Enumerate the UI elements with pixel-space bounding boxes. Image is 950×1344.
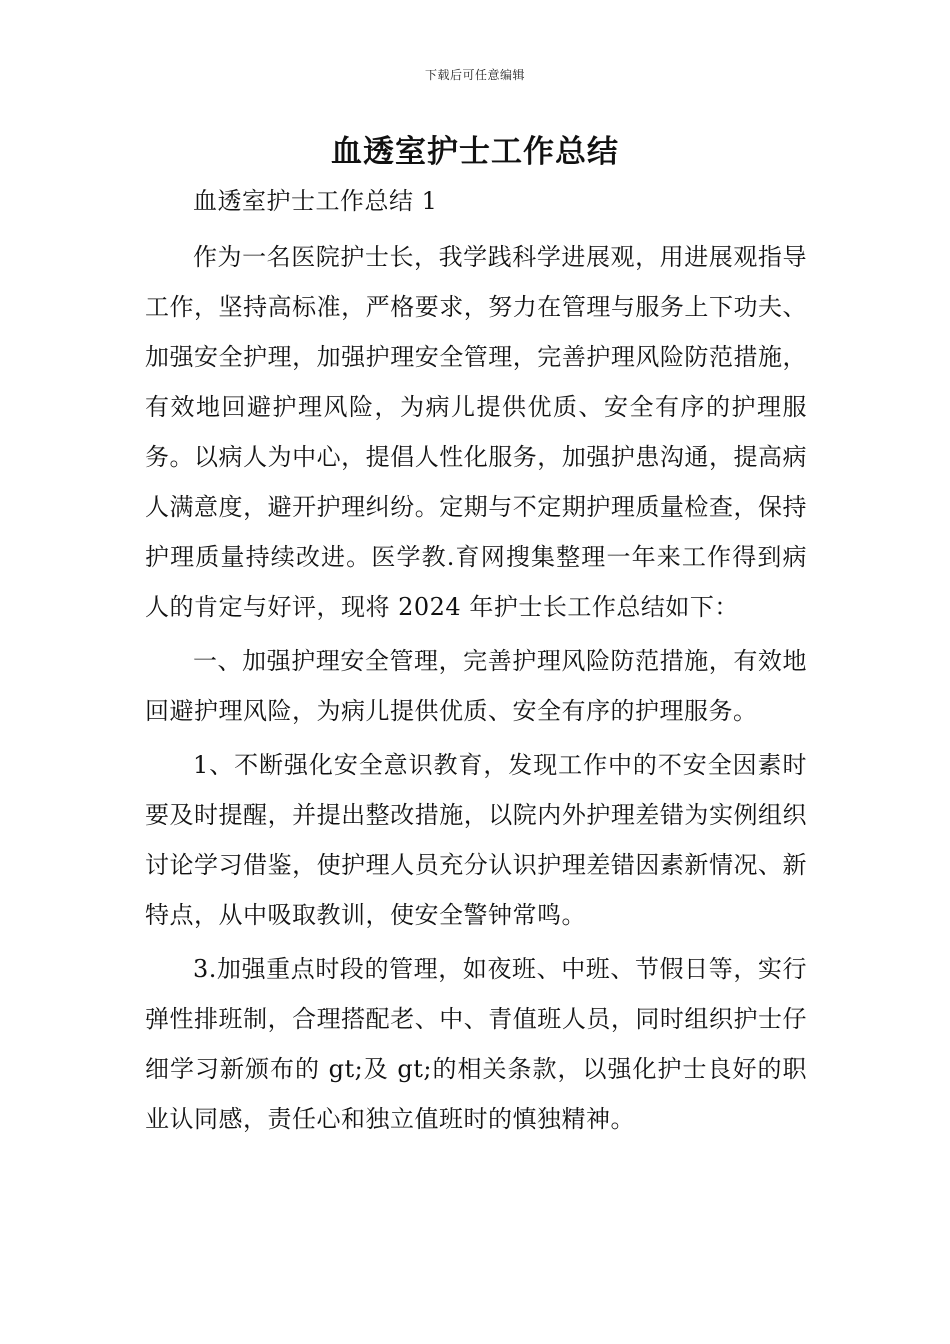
paragraph-section-one: 一、加强护理安全管理，完善护理风险防范措施，有效地回避护理风险，为病儿提供优质、安全有序的护理服务。 (145, 647, 807, 725)
paragraph-item-one: 1、不断强化安全意识教育，发现工作中的不安全因素时要及时提醒，并提出整改措施，以院内外护理差错为实例组织讨论学习借鉴，使护理人员充分认识护理差错因素新情况、新特点，从中吸取教训，使安全警钟常鸣。 (145, 751, 807, 929)
paragraph-item-three: 3.加强重点时段的管理，如夜班、中班、节假日等，实行弹性排班制，合理搭配老、中、青值班人员，同时组织护士仔细学习新颁布的 gt;及 gt;的相关条款，以强化护士良好的职业认同感，责任心和独立值班时的慎独精神。 (145, 955, 807, 1133)
document-title: 血透室护士工作总结 (331, 134, 619, 170)
document-body (145, 176, 807, 1144)
header-note: 下载后可任意编辑 (424, 68, 525, 82)
document-subtitle: 血透室护士工作总结 1 (193, 187, 438, 215)
paragraph-intro: 作为一名医院护士长，我学践科学进展观，用进展观指导工作，坚持高标准，严格要求，努力在管理与服务上下功夫、加强安全护理，加强护理安全管理，完善护理风险防范措施，有效地回避护理风险，为病儿提供优质、安全有序的护理服务。以病人为中心，提倡人性化服务，加强护患沟通，提高病人满意度，避开护理纠纷。定期与不定期护理质量检查，保持护理质量持续改进。医学教.育网搜集整理一年来工作得到病人的肯定与好评，现将 2024 年护士长工作总结如下： (145, 243, 807, 621)
